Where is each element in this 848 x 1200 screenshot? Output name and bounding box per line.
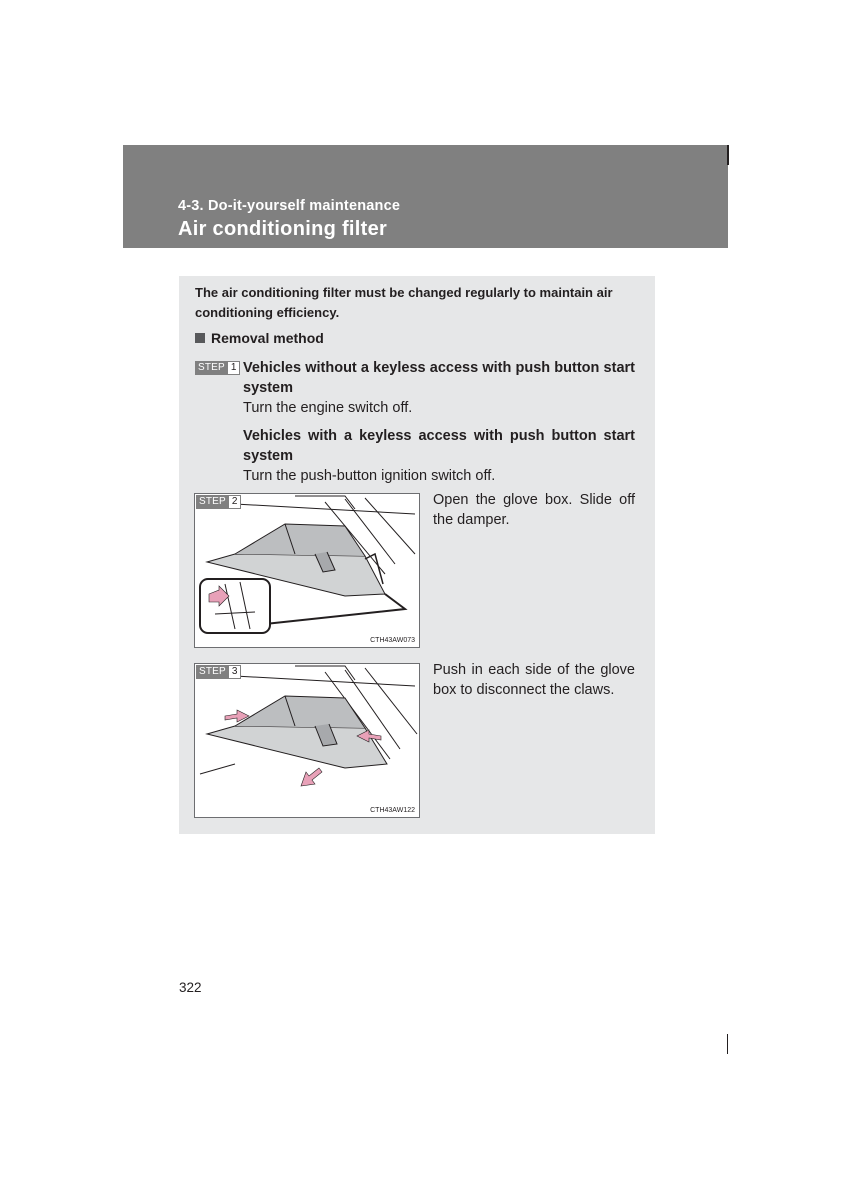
subsection-title: Removal method: [211, 330, 324, 346]
step-3-figure: [194, 663, 420, 818]
step-2-badge: [196, 495, 241, 509]
chapter-header: [123, 145, 728, 248]
step-2-figure: [194, 493, 420, 648]
glove-box-damper-illustration: [195, 494, 421, 649]
glove-box-claws-illustration: [195, 664, 421, 819]
header-edge-mark: [727, 145, 729, 165]
step-3-text: Push in each side of the glove box to disconnect the claws.: [433, 662, 635, 698]
page-title: Air conditioning filter: [178, 218, 388, 240]
step-word: STEP: [196, 495, 229, 509]
intro-text: The air conditioning filter must be changed regularly to maintain air conditioning efficiency.: [195, 285, 613, 320]
step-1-text-a: Turn the engine switch off.: [243, 400, 413, 416]
step-number: 1: [228, 361, 241, 375]
step-1-heading-b: Vehicles with a keyless access with push button start system: [243, 428, 635, 464]
step-3-badge: [196, 665, 241, 679]
page-number: 322: [179, 980, 202, 995]
step-1-badge: [195, 361, 240, 375]
pink-arrow-icon: [301, 768, 322, 786]
content-panel: [179, 276, 655, 834]
step-1-heading-a: Vehicles without a keyless access with push button start system: [243, 360, 635, 396]
step-2-text: Open the glove box. Slide off the damper.: [433, 492, 635, 528]
step-word: STEP: [196, 665, 229, 679]
subsection-heading: [195, 330, 324, 346]
figure-code: CTH43AW073: [370, 637, 415, 644]
step-1-text-b: Turn the push-button ignition switch off.: [243, 468, 496, 484]
page-edge-mark: [727, 1034, 728, 1054]
step-word: STEP: [195, 361, 228, 375]
step-number: 3: [229, 665, 242, 679]
section-label: 4-3. Do-it-yourself maintenance: [178, 198, 401, 214]
figure-code: CTH43AW122: [370, 807, 415, 814]
square-bullet-icon: [195, 333, 205, 343]
step-1-text: [243, 358, 635, 486]
step-number: 2: [229, 495, 242, 509]
